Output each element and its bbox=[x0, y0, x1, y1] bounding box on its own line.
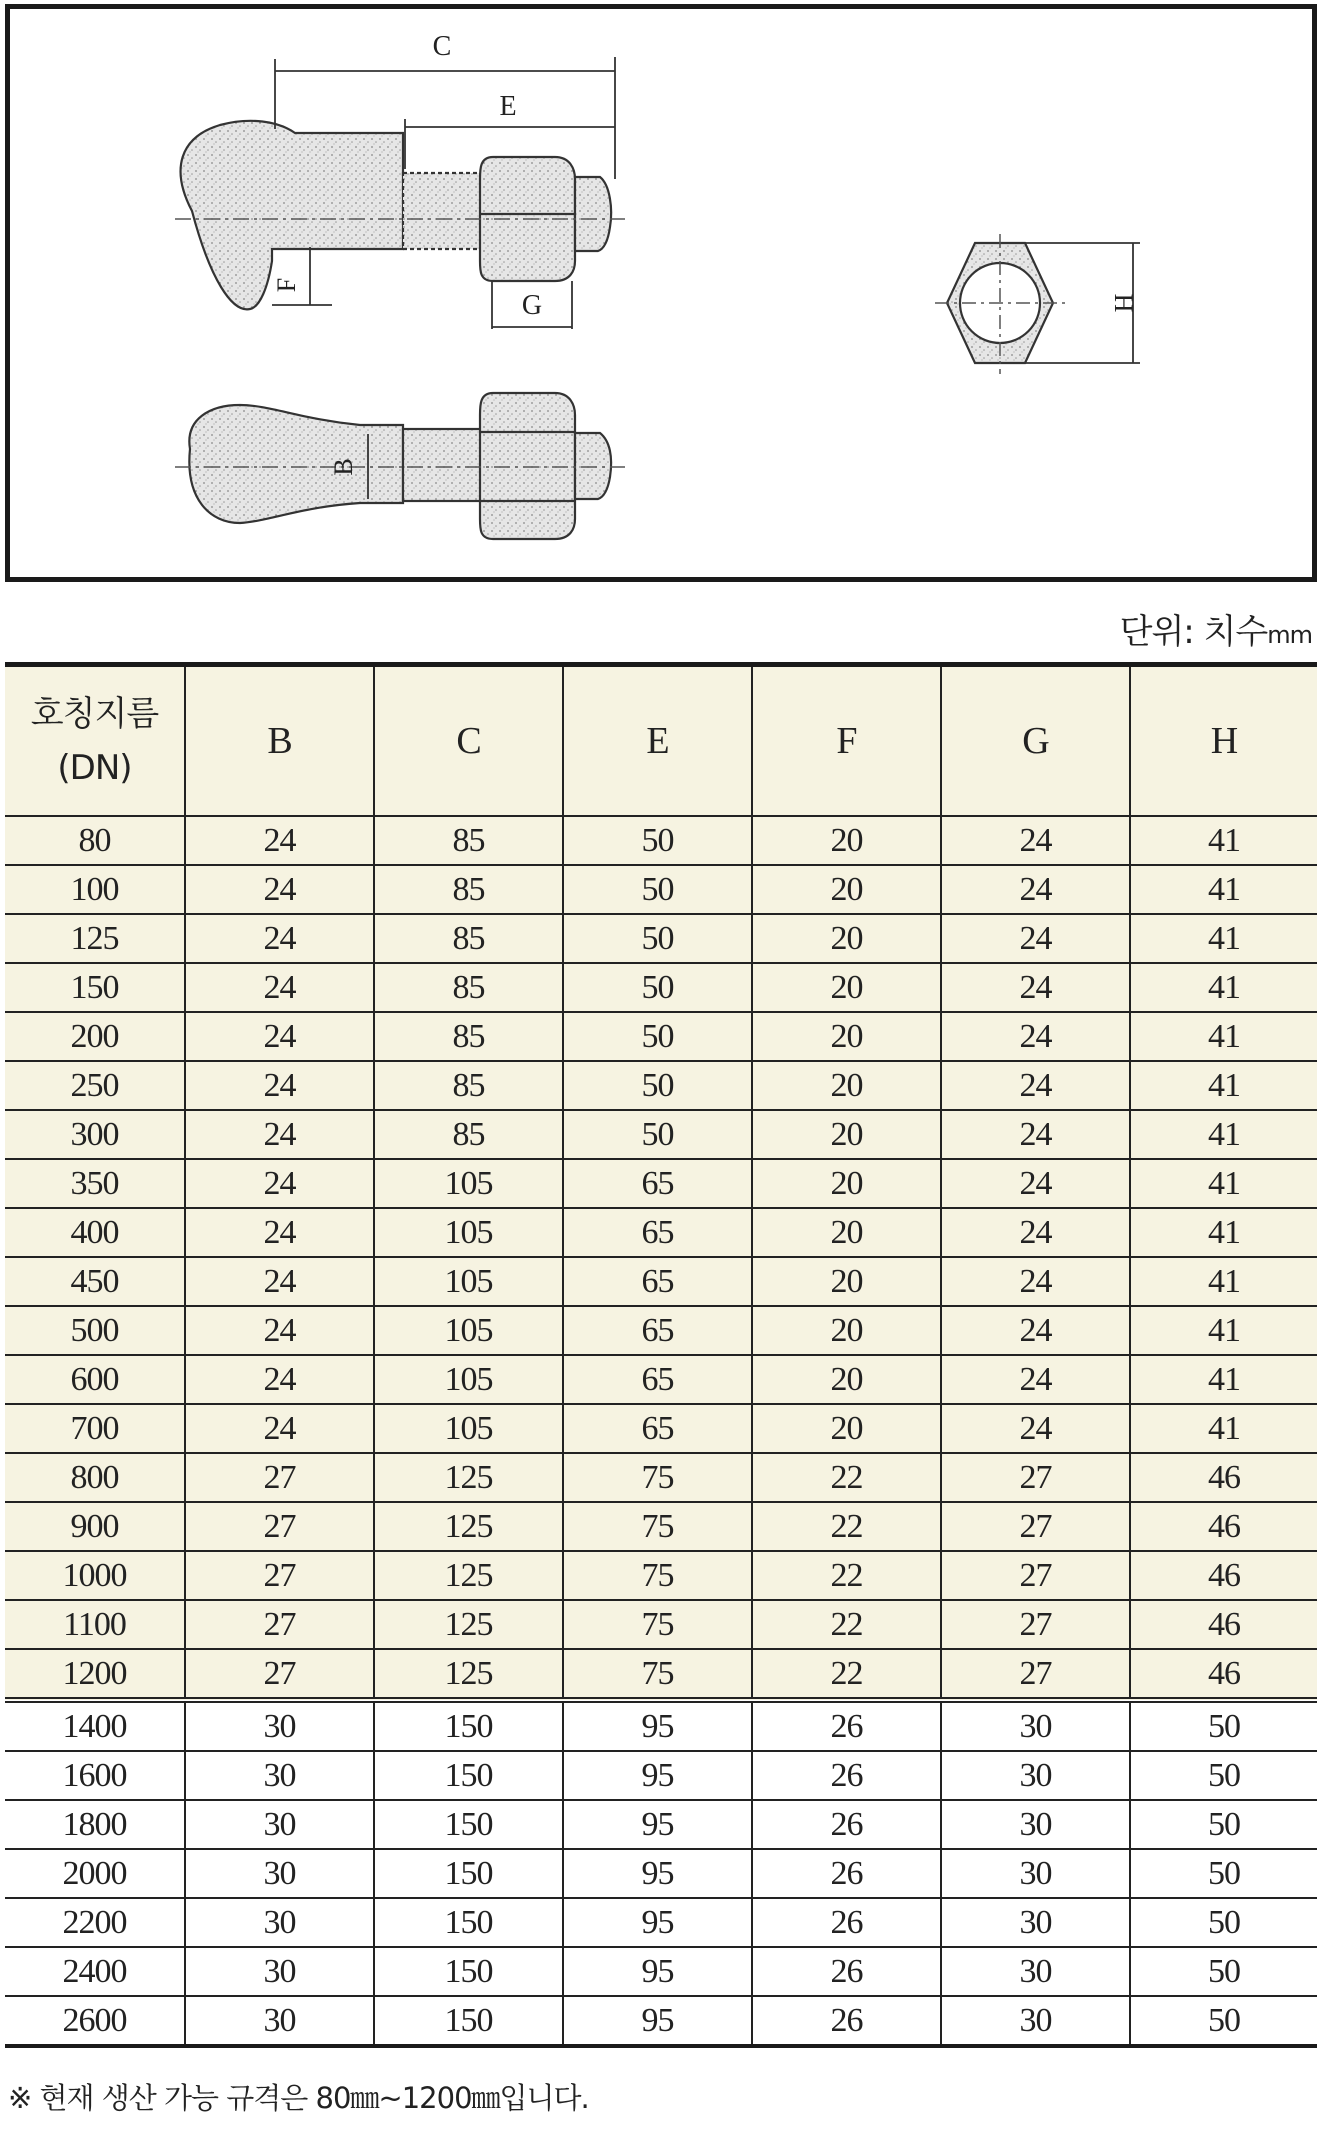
cell-h: 41 bbox=[1130, 1159, 1317, 1208]
cell-b: 27 bbox=[185, 1649, 374, 1700]
label-f: F bbox=[272, 277, 301, 293]
table-row bbox=[5, 1800, 1317, 1849]
cell-h: 41 bbox=[1130, 1355, 1317, 1404]
cell-dn: 900 bbox=[5, 1502, 185, 1551]
cell-e: 65 bbox=[563, 1404, 752, 1453]
cell-b: 30 bbox=[185, 1898, 374, 1947]
table-body bbox=[5, 816, 1317, 2046]
cell-f: 20 bbox=[752, 1306, 941, 1355]
cell-g: 24 bbox=[941, 1012, 1130, 1061]
cell-e: 65 bbox=[563, 1208, 752, 1257]
cell-dn: 1600 bbox=[5, 1751, 185, 1800]
cell-g: 30 bbox=[941, 1849, 1130, 1898]
cell-g: 27 bbox=[941, 1551, 1130, 1600]
cell-h: 41 bbox=[1130, 1306, 1317, 1355]
cell-f: 26 bbox=[752, 1947, 941, 1996]
cell-g: 24 bbox=[941, 1404, 1130, 1453]
cell-f: 26 bbox=[752, 1898, 941, 1947]
cell-e: 50 bbox=[563, 816, 752, 865]
cell-dn: 2400 bbox=[5, 1947, 185, 1996]
cell-e: 65 bbox=[563, 1257, 752, 1306]
table-header-row bbox=[5, 665, 1317, 817]
table-row bbox=[5, 1404, 1317, 1453]
cell-f: 20 bbox=[752, 1404, 941, 1453]
cell-c: 150 bbox=[374, 1898, 563, 1947]
cell-b: 27 bbox=[185, 1600, 374, 1649]
cell-e: 50 bbox=[563, 1110, 752, 1159]
table-row bbox=[5, 1257, 1317, 1306]
cell-h: 46 bbox=[1130, 1600, 1317, 1649]
cell-dn: 2600 bbox=[5, 1996, 185, 2046]
bolt-diagram bbox=[5, 4, 1317, 582]
cell-b: 30 bbox=[185, 1947, 374, 1996]
hex-nut-end-view bbox=[935, 234, 1070, 374]
cell-g: 24 bbox=[941, 1159, 1130, 1208]
cell-c: 85 bbox=[374, 1110, 563, 1159]
cell-e: 50 bbox=[563, 1012, 752, 1061]
dimension-table bbox=[5, 662, 1317, 2048]
cell-c: 150 bbox=[374, 1996, 563, 2046]
table-row bbox=[5, 1355, 1317, 1404]
unit-mm: mm bbox=[1267, 621, 1312, 649]
cell-dn: 1800 bbox=[5, 1800, 185, 1849]
table-row bbox=[5, 914, 1317, 963]
cell-e: 95 bbox=[563, 1849, 752, 1898]
cell-b: 24 bbox=[185, 865, 374, 914]
cell-dn: 200 bbox=[5, 1012, 185, 1061]
table-row bbox=[5, 1551, 1317, 1600]
cell-e: 50 bbox=[563, 963, 752, 1012]
cell-e: 75 bbox=[563, 1551, 752, 1600]
bolt-drawing bbox=[10, 9, 1312, 577]
cell-c: 85 bbox=[374, 963, 563, 1012]
cell-h: 41 bbox=[1130, 1257, 1317, 1306]
cell-b: 24 bbox=[185, 1061, 374, 1110]
cell-f: 20 bbox=[752, 1061, 941, 1110]
cell-e: 95 bbox=[563, 1947, 752, 1996]
table-row bbox=[5, 963, 1317, 1012]
cell-e: 75 bbox=[563, 1502, 752, 1551]
header-g: G bbox=[941, 665, 1130, 817]
cell-b: 24 bbox=[185, 1257, 374, 1306]
cell-dn: 450 bbox=[5, 1257, 185, 1306]
cell-c: 150 bbox=[374, 1849, 563, 1898]
cell-c: 105 bbox=[374, 1306, 563, 1355]
cell-h: 50 bbox=[1130, 1800, 1317, 1849]
cell-b: 30 bbox=[185, 1800, 374, 1849]
table-row bbox=[5, 1751, 1317, 1800]
cell-g: 24 bbox=[941, 1110, 1130, 1159]
cell-e: 65 bbox=[563, 1306, 752, 1355]
cell-g: 30 bbox=[941, 1751, 1130, 1800]
cell-dn: 2200 bbox=[5, 1898, 185, 1947]
cell-e: 95 bbox=[563, 1996, 752, 2046]
header-h: H bbox=[1130, 665, 1317, 817]
cell-c: 105 bbox=[374, 1159, 563, 1208]
cell-h: 50 bbox=[1130, 1947, 1317, 1996]
label-h: H bbox=[1109, 293, 1138, 313]
cell-b: 24 bbox=[185, 963, 374, 1012]
cell-c: 85 bbox=[374, 1061, 563, 1110]
header-dn-line2: (DN) bbox=[57, 748, 132, 788]
cell-e: 95 bbox=[563, 1700, 752, 1751]
cell-g: 30 bbox=[941, 1996, 1130, 2046]
cell-c: 85 bbox=[374, 865, 563, 914]
cell-b: 24 bbox=[185, 1355, 374, 1404]
cell-c: 105 bbox=[374, 1208, 563, 1257]
cell-dn: 150 bbox=[5, 963, 185, 1012]
cell-e: 95 bbox=[563, 1751, 752, 1800]
cell-e: 75 bbox=[563, 1649, 752, 1700]
cell-e: 95 bbox=[563, 1800, 752, 1849]
cell-c: 105 bbox=[374, 1257, 563, 1306]
cell-f: 26 bbox=[752, 1849, 941, 1898]
cell-g: 30 bbox=[941, 1947, 1130, 1996]
cell-c: 150 bbox=[374, 1700, 563, 1751]
cell-f: 20 bbox=[752, 1012, 941, 1061]
cell-h: 50 bbox=[1130, 1751, 1317, 1800]
cell-f: 20 bbox=[752, 1257, 941, 1306]
cell-b: 24 bbox=[185, 1404, 374, 1453]
cell-g: 27 bbox=[941, 1502, 1130, 1551]
cell-e: 75 bbox=[563, 1600, 752, 1649]
cell-b: 24 bbox=[185, 1012, 374, 1061]
unit-label bbox=[1120, 604, 1312, 653]
cell-g: 24 bbox=[941, 1355, 1130, 1404]
cell-c: 85 bbox=[374, 914, 563, 963]
cell-b: 30 bbox=[185, 1700, 374, 1751]
cell-c: 105 bbox=[374, 1404, 563, 1453]
cell-e: 65 bbox=[563, 1355, 752, 1404]
cell-c: 85 bbox=[374, 816, 563, 865]
cell-b: 24 bbox=[185, 1208, 374, 1257]
cell-h: 41 bbox=[1130, 865, 1317, 914]
cell-f: 26 bbox=[752, 1800, 941, 1849]
unit-prefix: 단위: 치수 bbox=[1119, 612, 1268, 652]
cell-h: 50 bbox=[1130, 1898, 1317, 1947]
cell-g: 24 bbox=[941, 963, 1130, 1012]
cell-g: 24 bbox=[941, 1257, 1130, 1306]
table-row bbox=[5, 1898, 1317, 1947]
cell-f: 22 bbox=[752, 1551, 941, 1600]
table-row bbox=[5, 1061, 1317, 1110]
cell-h: 41 bbox=[1130, 1110, 1317, 1159]
cell-g: 24 bbox=[941, 914, 1130, 963]
table-row bbox=[5, 1700, 1317, 1751]
cell-f: 20 bbox=[752, 914, 941, 963]
cell-c: 105 bbox=[374, 1355, 563, 1404]
bolt-top-view bbox=[189, 393, 611, 539]
cell-g: 24 bbox=[941, 865, 1130, 914]
cell-h: 41 bbox=[1130, 816, 1317, 865]
production-note: ※ 현재 생산 가능 규격은 80㎜~1200㎜입니다. bbox=[8, 2081, 589, 2115]
cell-h: 46 bbox=[1130, 1453, 1317, 1502]
cell-g: 30 bbox=[941, 1800, 1130, 1849]
cell-h: 46 bbox=[1130, 1502, 1317, 1551]
cell-f: 26 bbox=[752, 1996, 941, 2046]
cell-c: 150 bbox=[374, 1800, 563, 1849]
cell-h: 41 bbox=[1130, 963, 1317, 1012]
cell-g: 30 bbox=[941, 1700, 1130, 1751]
cell-h: 50 bbox=[1130, 1849, 1317, 1898]
cell-f: 22 bbox=[752, 1600, 941, 1649]
cell-e: 75 bbox=[563, 1453, 752, 1502]
table-row bbox=[5, 1159, 1317, 1208]
cell-f: 20 bbox=[752, 865, 941, 914]
cell-dn: 1100 bbox=[5, 1600, 185, 1649]
table-row bbox=[5, 1996, 1317, 2046]
cell-dn: 1400 bbox=[5, 1700, 185, 1751]
cell-dn: 800 bbox=[5, 1453, 185, 1502]
header-c: C bbox=[374, 665, 563, 817]
cell-g: 24 bbox=[941, 1061, 1130, 1110]
table-row bbox=[5, 865, 1317, 914]
cell-f: 20 bbox=[752, 1110, 941, 1159]
cell-c: 125 bbox=[374, 1453, 563, 1502]
cell-e: 50 bbox=[563, 865, 752, 914]
cell-f: 22 bbox=[752, 1502, 941, 1551]
label-g: G bbox=[521, 290, 543, 321]
table-row bbox=[5, 1649, 1317, 1700]
cell-dn: 1000 bbox=[5, 1551, 185, 1600]
cell-e: 65 bbox=[563, 1159, 752, 1208]
cell-dn: 350 bbox=[5, 1159, 185, 1208]
cell-b: 27 bbox=[185, 1502, 374, 1551]
cell-dn: 600 bbox=[5, 1355, 185, 1404]
cell-f: 20 bbox=[752, 963, 941, 1012]
header-dn-line1: 호칭지름 bbox=[30, 694, 159, 734]
cell-b: 24 bbox=[185, 816, 374, 865]
cell-g: 27 bbox=[941, 1453, 1130, 1502]
cell-g: 24 bbox=[941, 816, 1130, 865]
cell-b: 30 bbox=[185, 1849, 374, 1898]
header-b: B bbox=[185, 665, 374, 817]
cell-h: 50 bbox=[1130, 1700, 1317, 1751]
cell-f: 26 bbox=[752, 1700, 941, 1751]
header-dn bbox=[5, 665, 185, 817]
cell-h: 41 bbox=[1130, 1404, 1317, 1453]
cell-h: 41 bbox=[1130, 1012, 1317, 1061]
cell-dn: 100 bbox=[5, 865, 185, 914]
cell-c: 125 bbox=[374, 1551, 563, 1600]
cell-b: 24 bbox=[185, 914, 374, 963]
cell-c: 125 bbox=[374, 1649, 563, 1700]
label-e: E bbox=[499, 91, 517, 122]
cell-b: 24 bbox=[185, 1110, 374, 1159]
cell-h: 46 bbox=[1130, 1649, 1317, 1700]
cell-b: 27 bbox=[185, 1551, 374, 1600]
cell-dn: 500 bbox=[5, 1306, 185, 1355]
table-row bbox=[5, 1600, 1317, 1649]
cell-b: 24 bbox=[185, 1306, 374, 1355]
cell-b: 27 bbox=[185, 1453, 374, 1502]
cell-g: 27 bbox=[941, 1649, 1130, 1700]
cell-f: 20 bbox=[752, 1355, 941, 1404]
cell-dn: 250 bbox=[5, 1061, 185, 1110]
label-b: B bbox=[329, 458, 358, 476]
cell-b: 24 bbox=[185, 1159, 374, 1208]
cell-h: 41 bbox=[1130, 1208, 1317, 1257]
cell-dn: 80 bbox=[5, 816, 185, 865]
cell-e: 50 bbox=[563, 1061, 752, 1110]
table-row bbox=[5, 1110, 1317, 1159]
table-row bbox=[5, 1849, 1317, 1898]
table-row bbox=[5, 1306, 1317, 1355]
header-e: E bbox=[563, 665, 752, 817]
cell-h: 50 bbox=[1130, 1996, 1317, 2046]
cell-h: 41 bbox=[1130, 914, 1317, 963]
cell-dn: 700 bbox=[5, 1404, 185, 1453]
bolt-side-view bbox=[181, 121, 612, 309]
cell-e: 50 bbox=[563, 914, 752, 963]
table-row bbox=[5, 1502, 1317, 1551]
cell-f: 22 bbox=[752, 1649, 941, 1700]
table-row bbox=[5, 1012, 1317, 1061]
cell-dn: 2000 bbox=[5, 1849, 185, 1898]
cell-c: 150 bbox=[374, 1947, 563, 1996]
header-f: F bbox=[752, 665, 941, 817]
cell-h: 41 bbox=[1130, 1061, 1317, 1110]
cell-g: 27 bbox=[941, 1600, 1130, 1649]
cell-dn: 400 bbox=[5, 1208, 185, 1257]
table-row bbox=[5, 816, 1317, 865]
cell-b: 30 bbox=[185, 1751, 374, 1800]
cell-f: 26 bbox=[752, 1751, 941, 1800]
cell-c: 125 bbox=[374, 1502, 563, 1551]
cell-f: 20 bbox=[752, 1208, 941, 1257]
cell-c: 85 bbox=[374, 1012, 563, 1061]
cell-g: 24 bbox=[941, 1306, 1130, 1355]
dimension-f bbox=[272, 247, 332, 305]
cell-dn: 300 bbox=[5, 1110, 185, 1159]
cell-dn: 1200 bbox=[5, 1649, 185, 1700]
cell-f: 22 bbox=[752, 1453, 941, 1502]
table-row bbox=[5, 1947, 1317, 1996]
cell-b: 30 bbox=[185, 1996, 374, 2046]
cell-c: 125 bbox=[374, 1600, 563, 1649]
table-row bbox=[5, 1453, 1317, 1502]
cell-f: 20 bbox=[752, 816, 941, 865]
table-row bbox=[5, 1208, 1317, 1257]
cell-g: 30 bbox=[941, 1898, 1130, 1947]
cell-f: 20 bbox=[752, 1159, 941, 1208]
label-c: C bbox=[432, 31, 452, 62]
cell-c: 150 bbox=[374, 1751, 563, 1800]
cell-dn: 125 bbox=[5, 914, 185, 963]
cell-g: 24 bbox=[941, 1208, 1130, 1257]
cell-h: 46 bbox=[1130, 1551, 1317, 1600]
cell-e: 95 bbox=[563, 1898, 752, 1947]
